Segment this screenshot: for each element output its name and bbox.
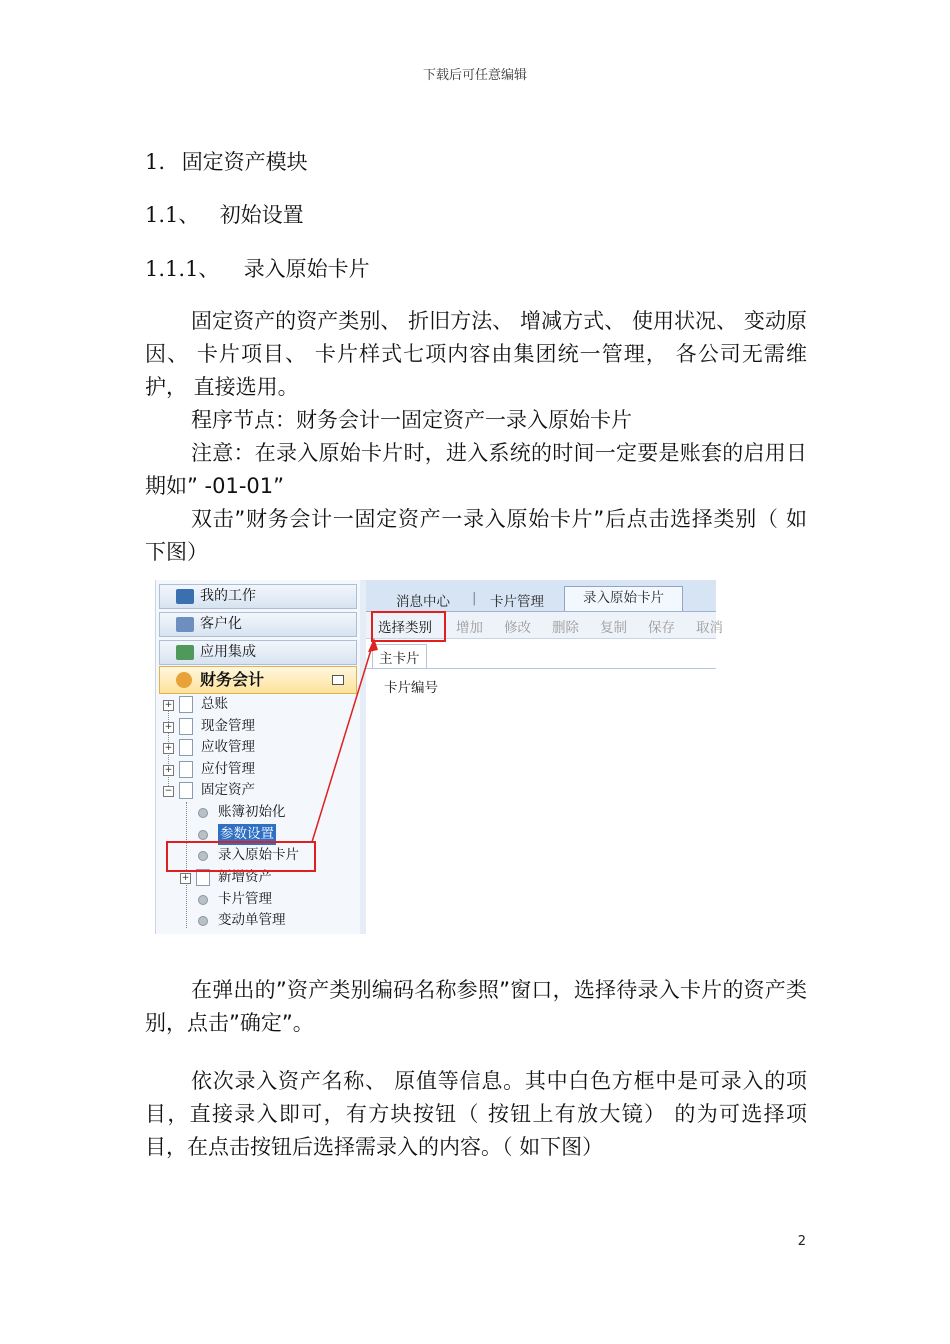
tree-item-label: 变动单管理: [218, 912, 286, 928]
heading-1-1-1: [145, 253, 370, 283]
tree-item-label: 录入原始卡片: [218, 847, 299, 863]
copy-button[interactable]: 复制: [600, 620, 627, 636]
heading-1-1: [145, 199, 304, 229]
heading-1-1-1-text: 录入原始卡片: [243, 257, 370, 281]
card-number-label: 卡片编号: [384, 680, 438, 696]
nav-app-integration-label: 应用集成: [200, 644, 256, 660]
select-category-button[interactable]: 选择类别: [378, 620, 432, 636]
paragraph-instruction: 双击”财务会计一固定资产一录入原始卡片”后点击选择类别（ 如下图）: [145, 507, 807, 564]
expand-icon[interactable]: +: [181, 873, 190, 883]
app-screenshot: [155, 580, 723, 934]
edit-button[interactable]: 修改: [504, 620, 531, 636]
page-number: 2: [797, 1234, 806, 1249]
paragraph-intro: 固定资产的资产类别、 折旧方法、 增减方式、 使用状况、 变动原因、 卡片项目、 卡片样式七项内容由集团统一管理， 各公司无需维护， 直接选用。: [145, 309, 807, 399]
heading-1-1-text: 初始设置: [219, 203, 304, 227]
expand-icon[interactable]: +: [164, 765, 173, 775]
expand-icon[interactable]: +: [164, 743, 173, 753]
tab-separator: |: [472, 590, 477, 606]
header-note: 下载后可任意编辑: [422, 68, 527, 83]
nav-customize-label: 客户化: [200, 616, 242, 632]
tab-card-management[interactable]: 卡片管理: [490, 594, 544, 610]
heading-1-1-number: 1.1、: [145, 203, 200, 227]
nav-finance-label: 财务会计: [200, 670, 265, 689]
heading-1-text: 固定资产模块: [181, 150, 308, 174]
expand-icon[interactable]: +: [164, 700, 173, 710]
expand-icon[interactable]: +: [164, 722, 173, 732]
tree-item-label: 应收管理: [201, 739, 255, 755]
tree-item-label: 总账: [201, 696, 228, 712]
tree-item-label: 账簿初始化: [218, 804, 286, 820]
tab-main-card[interactable]: 主卡片: [372, 644, 427, 669]
tree-item-label: 参数设置: [218, 824, 276, 845]
nav-my-work-label: 我的工作: [200, 588, 256, 604]
tree-item-label: 应付管理: [201, 761, 255, 777]
paragraph-node: 程序节点：财务会计一固定资产一录入原始卡片: [191, 408, 632, 432]
heading-1-number: 1.: [145, 150, 166, 174]
add-button[interactable]: 增加: [456, 620, 483, 636]
heading-1-1-1-number: 1.1.1、: [145, 257, 220, 281]
delete-button[interactable]: 删除: [552, 620, 579, 636]
annotation-arrow: [156, 580, 723, 934]
paragraph-enter-info: 依次录入资产名称、 原值等信息。其中白色方框中是可录入的项目，直接录入即可，有方块按钮（ 按钮上有放大镜） 的为可选择项目，在点击按钮后选择需录入的内容。（ 如下图）: [145, 1069, 807, 1159]
tree-item-label: 新增资产: [218, 869, 272, 885]
tab-enter-original-card[interactable]: 录入原始卡片: [564, 586, 683, 611]
tab-message-center[interactable]: 消息中心: [396, 594, 450, 610]
paragraph-select-category: 在弹出的”资产类别编码名称参照”窗口，选择待录入卡片的资产类别，点击”确定”。: [145, 978, 807, 1035]
cancel-button[interactable]: 取消: [696, 620, 723, 636]
tree-item-label: 固定资产: [201, 782, 255, 798]
tree-item-label: 现金管理: [201, 718, 255, 734]
heading-1: [145, 146, 308, 176]
save-button[interactable]: 保存: [648, 620, 675, 636]
tree-item-label: 卡片管理: [218, 891, 272, 907]
paragraph-note: 注意：在录入原始卡片时，进入系统的时间一定要是账套的启用日期如” -01-01”: [145, 441, 807, 498]
collapse-tree-icon[interactable]: −: [164, 786, 173, 796]
